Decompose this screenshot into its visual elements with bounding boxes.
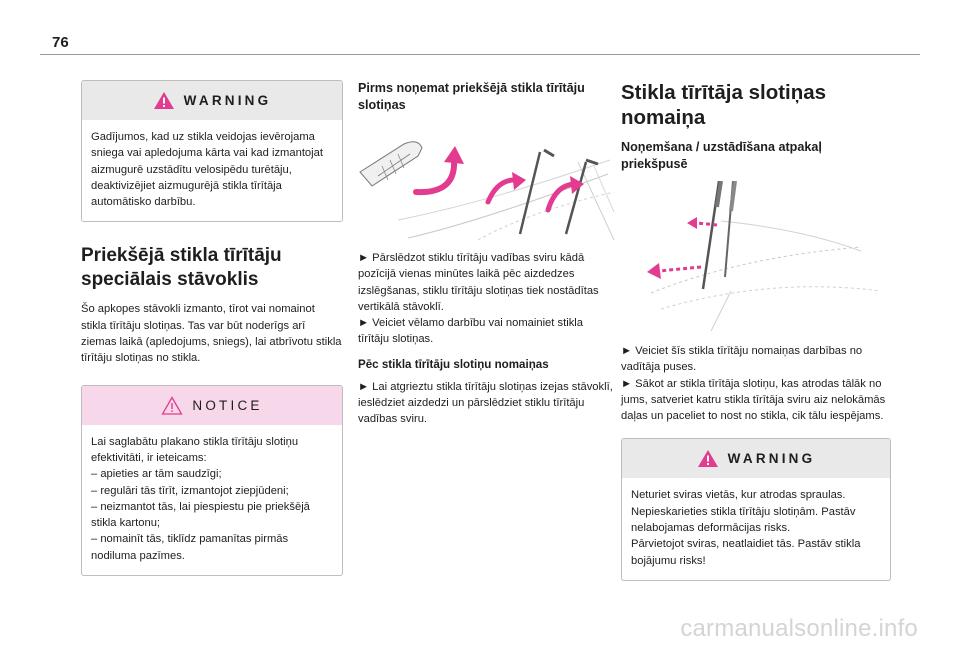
wiper-blade-removal-illustration xyxy=(621,181,889,331)
warning-text: Gadījumos, kad uz stikla veidojas ievērojama sniega vai apledojuma kārta vai kad izmantojat aizmugurē uzstādītu velosipēdu turētāju, deaktivizējiet aizmugurējā stikla tīrītāja automātisko darbību. xyxy=(91,131,323,209)
middle-subheading: Pēc stikla tīrītāju slotiņu nomaiņas xyxy=(358,357,549,371)
warning-header xyxy=(82,81,342,120)
warning-box-2 xyxy=(621,438,891,580)
warning-title-2: WARNING xyxy=(727,451,816,467)
section-paragraph: Šo apkopes stāvokli izmanto, tīrot vai nomainot stikla tīrītāju slotiņas. Tas var būt noderīgs arī ziemas laikā (apledojums, sniegs), lai atbrīvotu stikla tīrītāju slotiņas no stikla. xyxy=(81,303,342,365)
middle-column xyxy=(358,80,616,428)
middle-heading: Pirms noņemat priekšējā stikla tīrītāju slotiņas xyxy=(358,81,585,112)
right-step: ► Veiciet šīs stikla tīrītāju nomaiņas darbības no vadītāja puses. xyxy=(621,345,863,374)
middle-step: ► Veiciet vēlamo darbību vai nomainiet stikla tīrītāju slotiņas. xyxy=(358,317,583,346)
watermark: carmanualsonline.info xyxy=(680,615,918,642)
notice-line: Lai saglabātu plakano stikla tīrītāju slotiņu efektivitāti, ir ieteicams: xyxy=(91,435,299,464)
notice-line: – neizmantot tās, lai piespiestu pie priekšējā stikla kartonu; xyxy=(91,500,310,530)
page-number: 76 xyxy=(52,34,69,51)
warning-title: WARNING xyxy=(183,93,272,108)
notice-header xyxy=(82,386,342,425)
notice-triangle-icon xyxy=(161,396,183,415)
middle-step: ► Pārslēdzot stiklu tīrītāju vadības sviru kādā pozīcijā vienas minūtes laikā pēc aizdedzes izslēgšanas, stiklu tīrītāju slotiņas tiek nostādītas vertikālā stāvoklī. xyxy=(358,252,599,313)
section-heading: Priekšējā stikla tīrītāju speciālais stāvoklis xyxy=(81,245,282,291)
right-column xyxy=(621,80,891,581)
warning-line: Nepieskarieties stikla tīrītāju slotiņām. Pastāv nelabojamas deformācijas risks. xyxy=(631,505,856,535)
left-column xyxy=(81,80,343,576)
notice-line: – nomainīt tās, tiklīdz pamanītas pirmās nodiluma pazīmes. xyxy=(91,533,289,562)
notice-title: NOTICE xyxy=(192,397,263,413)
notice-box xyxy=(81,385,343,576)
wiper-vertical-position-illustration xyxy=(358,122,616,240)
notice-line: – apieties ar tām saudzīgi; xyxy=(91,468,222,481)
warning-line: Neturiet sviras vietās, kur atrodas spraulas. xyxy=(631,489,846,502)
top-divider xyxy=(40,54,920,55)
warning-line: Pārvietojot sviras, neatlaidiet tās. Pastāv stikla bojājumu risks! xyxy=(631,538,861,567)
warning-triangle-icon xyxy=(697,449,719,468)
notice-line: – regulāri tās tīrīt, izmantojot ziepjūdeni; xyxy=(91,484,289,497)
right-heading: Stikla tīrītāja slotiņas nomaiņa xyxy=(621,81,827,129)
right-subheading: Noņemšana / uzstādīšana atpakaļ priekšpusē xyxy=(621,140,822,171)
middle-after-text: ► Lai atgrieztu stikla tīrītāju slotiņas izejas stāvoklī, ieslēdziet aizdedzi un pārslēdziet stiklu tīrītāju vadības sviru. xyxy=(358,380,613,426)
right-step: ► Sākot ar stikla tīrītāja slotiņu, kas atrodas tālāk no jums, satveriet katru stikla tīrītāja sviru aiz nelokāmās daļas un paceliet to nost no stikla, cik tālu iespējams. xyxy=(621,377,886,423)
warning-triangle-icon xyxy=(153,91,175,110)
warning-box xyxy=(81,80,343,222)
warning-header-2 xyxy=(622,439,890,478)
